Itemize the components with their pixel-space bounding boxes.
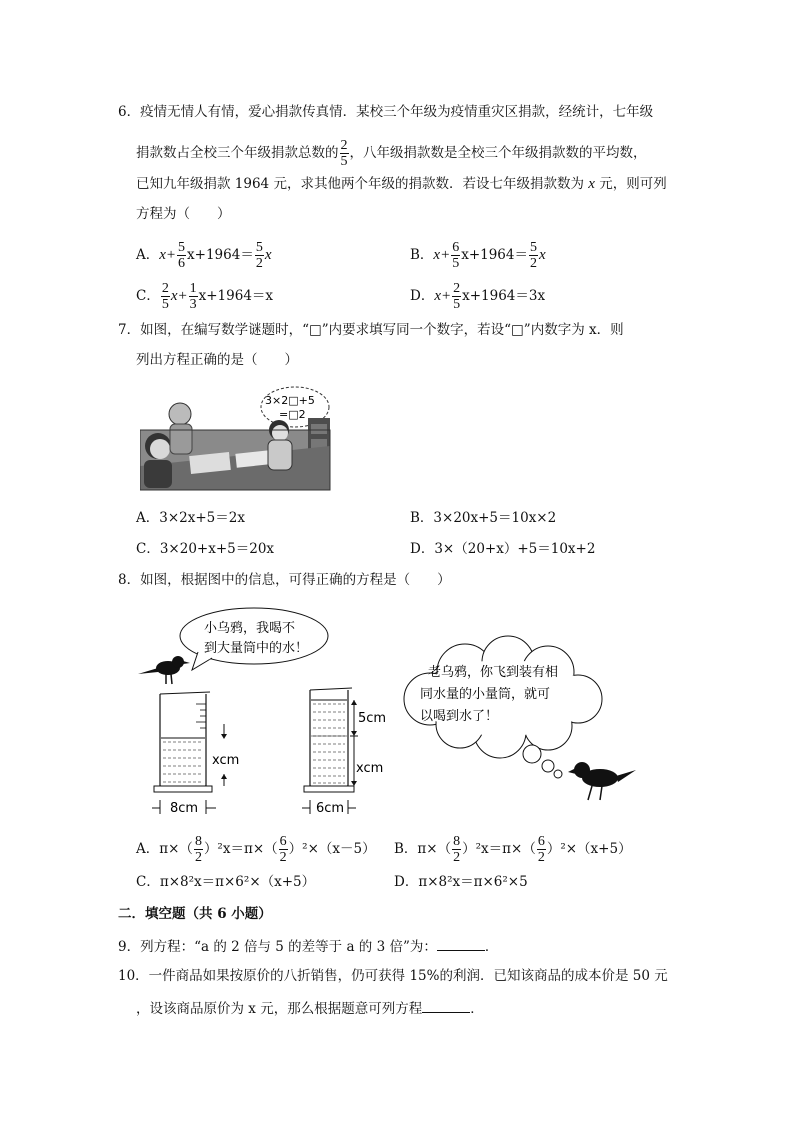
big-width-label: 8cm — [170, 801, 199, 816]
bubble-line1: 3×2□+5 — [265, 394, 315, 407]
big-height-label: xcm — [212, 753, 240, 768]
q6-line2: 捐款数占全校三个年级捐款总数的 $\frac{2}{5}$ ，八年级捐款数是全校三个年级捐款数的平均数， — [136, 138, 647, 169]
crow2-text-3: 以喝到水了！ — [420, 709, 499, 724]
q8-crow-illustration — [130, 604, 650, 820]
q6-line3: 已知九年级捐款 1964 元，求其他两个年级的捐款数．若设七年级捐款数为 x 元，则可列 — [136, 176, 667, 192]
q6-option-a[interactable]: A．x+ $\frac{5}{6}$ x+1964＝ $\frac{5}{2}$ x — [136, 240, 272, 271]
small-measuring-cylinder — [302, 688, 358, 814]
crow1-text-1: 小乌鸦，我喝不 — [204, 621, 296, 636]
q9-line: 9．列方程：“a 的 2 倍与 5 的差等于 a 的 3 倍”为： ． — [118, 936, 498, 957]
q7-option-a[interactable]: A．3×2x+5＝2x — [136, 510, 245, 526]
q7-line2: 列出方程正确的是（ ） — [136, 352, 298, 368]
q7-line1: 7．如图，在编写数学谜题时，“□”内要求填写同一个数字，若设“□”内数字为 x．则 — [118, 322, 624, 338]
girl-body — [268, 440, 292, 470]
q10-line1: 10．一件商品如果按原价的八折销售，仍可获得 15%的利润．已知该商品的成本价是 50 元 — [118, 968, 668, 984]
q6-option-c[interactable]: C． $\frac{2}{5}$ x+ $\frac{1}{3}$ x+1964＝x — [136, 281, 274, 312]
q8-option-a[interactable]: A．π×（ $\frac{8}{2}$ ）²x＝π×（ $\frac{6}{2}$ ）²×（x－5） — [136, 834, 376, 865]
bubble-line2: =□2 — [279, 408, 306, 421]
small-width-label: 6cm — [316, 801, 345, 816]
cloud-bubble-right — [404, 636, 602, 778]
q9-answer-blank[interactable] — [437, 936, 485, 951]
q8-line1: 8．如图，根据图中的信息，可得正确的方程是（ ） — [118, 572, 451, 588]
q7-option-b[interactable]: B．3×20x+5＝10x×2 — [410, 510, 557, 526]
q8-option-b[interactable]: B．π×（ $\frac{8}{2}$ ）²x＝π×（ $\frac{6}{2}$ ）²×（x+5） — [394, 834, 632, 865]
section-fill-in-title: 二．填空题（共 6 小题） — [118, 906, 272, 922]
crow-right-icon — [568, 762, 636, 800]
q6-line4: 方程为（ ） — [136, 206, 231, 222]
q6-option-d[interactable]: D．x+ $\frac{2}{5}$ x+1964＝3x — [410, 281, 546, 312]
small-extra-label: 5cm — [358, 711, 387, 726]
q7-option-c[interactable]: C．3×20+x+5＝20x — [136, 541, 275, 557]
crow2-text-1: 老乌鸦，你飞到装有相 — [428, 665, 559, 680]
teacher-body — [170, 424, 192, 454]
crow2-text-2: 同水量的小量筒，就可 — [420, 687, 551, 702]
teacher-head — [169, 403, 191, 425]
q7-option-d[interactable]: D．3×（20+x）+5＝10x+2 — [410, 541, 596, 557]
q10-answer-blank[interactable] — [422, 998, 470, 1013]
small-height-label: xcm — [356, 761, 384, 776]
q6-line1: 6．疫情无情人有情，爱心捐款传真情．某校三个年级为疫情重灾区捐款，经统计，七年级 — [118, 104, 654, 120]
q10-line2: ，设该商品原价为 x 元，那么根据题意可列方程 ． — [136, 998, 484, 1019]
q8-option-d[interactable]: D．π×8²x＝π×6²×5 — [394, 874, 528, 890]
q6-option-b[interactable]: B．x+ $\frac{6}{5}$ x+1964＝ $\frac{5}{2}$ x — [410, 240, 546, 271]
q8-option-c[interactable]: C．π×8²x＝π×6²×（x+5） — [136, 874, 316, 890]
crow-left-icon — [138, 656, 190, 684]
crow1-text-2: 到大量筒中的水！ — [204, 641, 309, 656]
q7-classroom-illustration — [140, 384, 332, 492]
boy-body — [144, 460, 172, 488]
q6-fraction: $\frac{2}{5}$ — [340, 138, 348, 169]
